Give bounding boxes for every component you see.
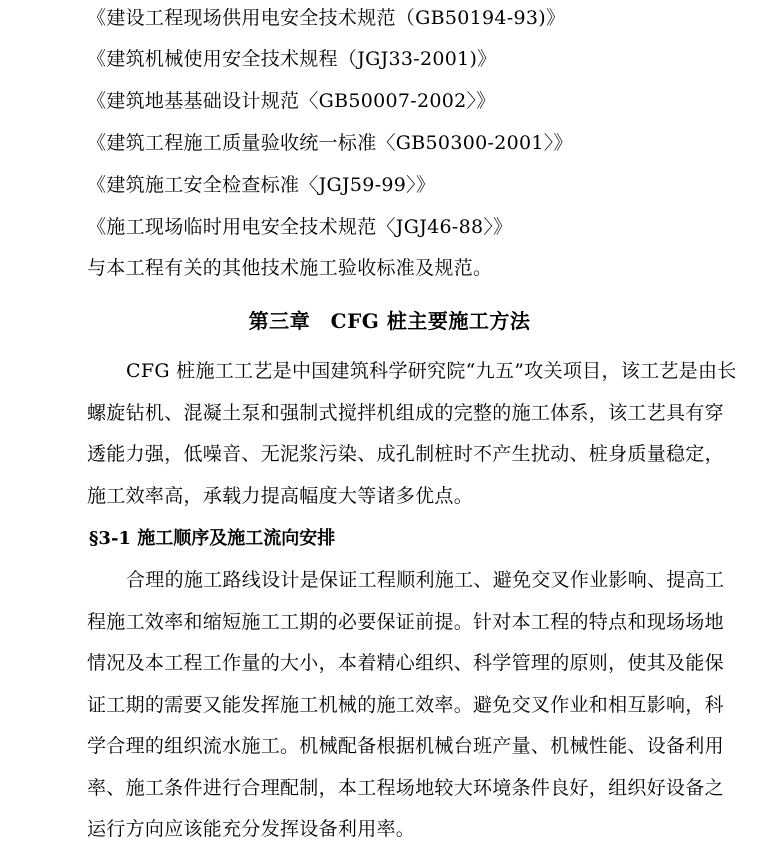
paragraph-line: 螺旋钻机、混凝土泵和强制式搅拌机组成的完整的施工体系，该工艺具有穿 [87,402,724,424]
section-title: §3-1 施工顺序及施工流向安排 [89,528,336,549]
reference-line: 《建筑工程施工质量验收统一标准〈GB50300-2001〉》 [87,132,573,154]
paragraph-line: 程施工效率和缩短施工工期的必要保证前提。针对本工程的特点和现场场地 [87,611,724,633]
reference-line: 《建筑地基基础设计规范〈GB50007-2002〉》 [87,90,496,112]
paragraph-line: 率、施工条件进行合理配制，本工程场地较大环境条件良好，组织好设备之 [87,777,724,799]
reference-line: 《建筑施工安全检查标准〈JGJ59-99〉》 [87,174,436,196]
paragraph-line: 情况及本工程工作量的大小，本着精心组织、科学管理的原则，使其及能保 [87,652,724,674]
paragraph-line: 施工效率高，承载力提高幅度大等诸多优点。 [87,485,474,507]
reference-line: 《施工现场临时用电安全技术规范〈JGJ46-88〉》 [87,216,513,238]
paragraph-line: 证工期的需要又能发挥施工机械的施工效率。避免交叉作业和相互影响，科 [87,694,724,716]
paragraph-line: 运行方向应该能充分发挥设备利用率。 [87,818,416,840]
paragraph-line: 合理的施工路线设计是保证工程顺利施工、避免交叉作业影响、提高工 [126,569,725,591]
closing-line: 与本工程有关的其他技术施工验收标准及规范。 [87,257,493,279]
chapter-title: 第三章 CFG 桩主要施工方法 [248,309,531,333]
reference-line: 《建筑机械使用安全技术规程（JGJ33-2001)》 [87,48,497,70]
paragraph-line: 学合理的组织流水施工。机械配备根据机械台班产量、机械性能、设备利用 [87,735,724,757]
paragraph-line: 透能力强，低噪音、无泥浆污染、成孔制桩时不产生扰动、桩身质量稳定， [87,443,724,465]
reference-line: 《建设工程现场供用电安全技术规范（GB50194-93)》 [87,7,566,29]
paragraph-line: CFG 桩施工工艺是中国建筑科学研究院“九五”攻关项目，该工艺是由长 [126,360,737,382]
